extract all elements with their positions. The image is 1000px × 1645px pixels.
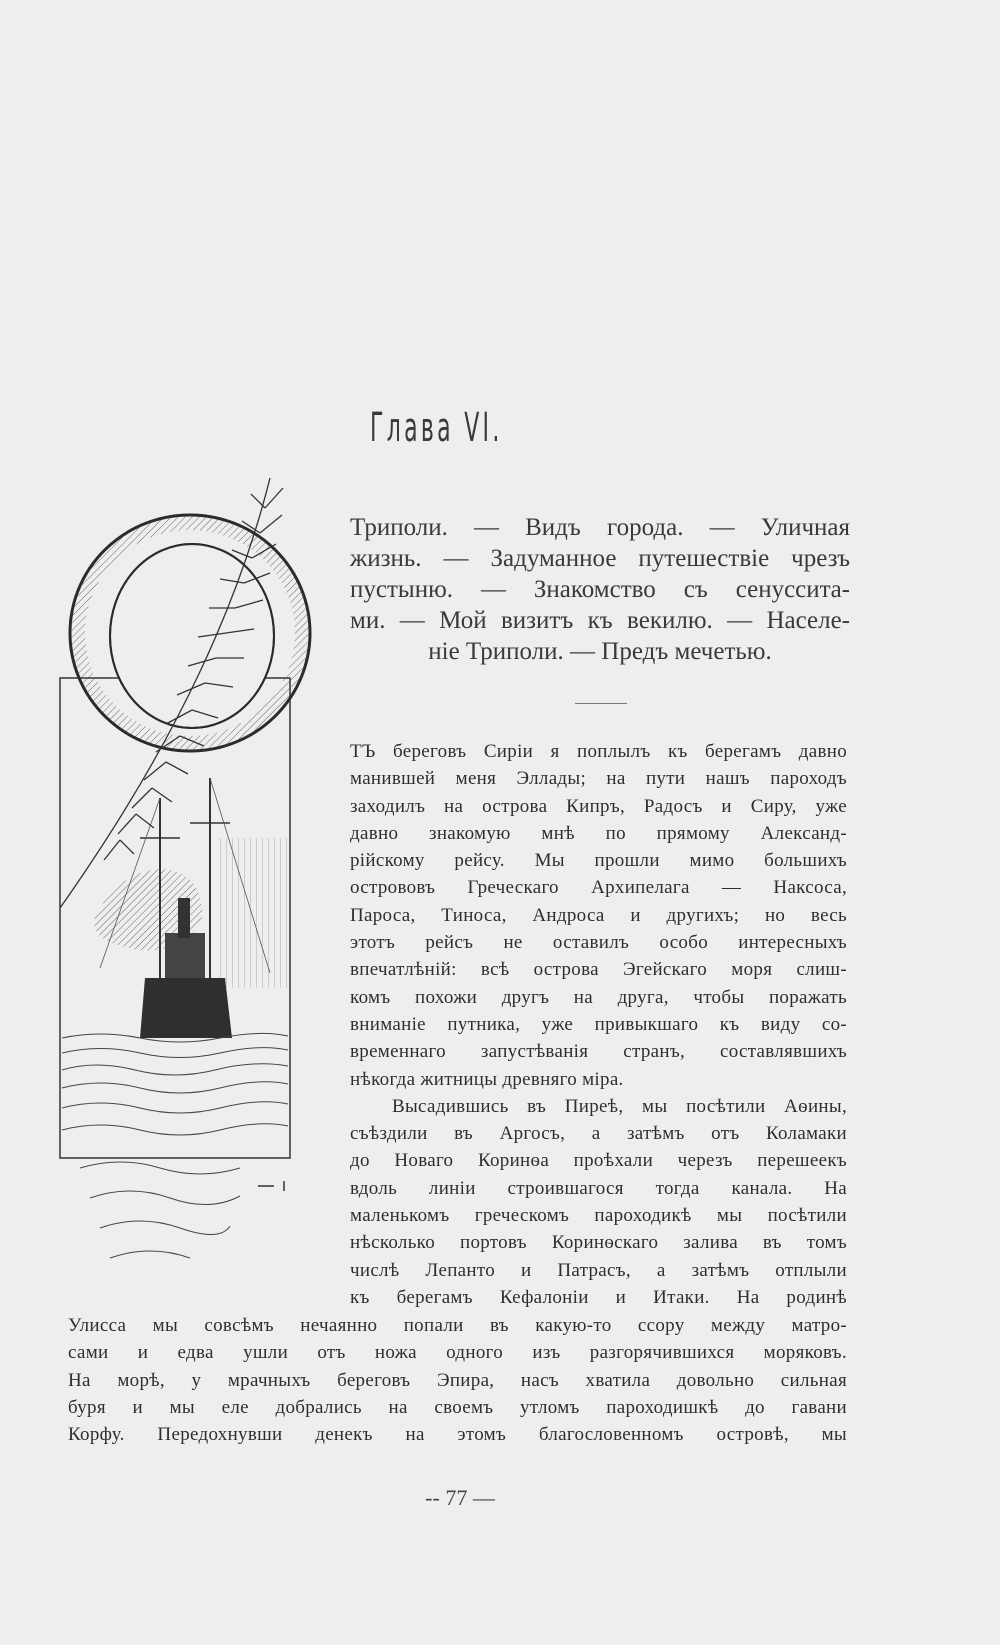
- text-line: Корфу. Передохнувши денекъ на этомъ благословенномъ островѣ, мы: [68, 1424, 847, 1446]
- summary-line: ми. — Мой визитъ къ векилю. — Населе-: [350, 607, 850, 634]
- text-line: Высадившись въ Пиреѣ, мы посѣтили Аѳины,: [392, 1095, 847, 1117]
- page-number: -- 77 —: [425, 1485, 495, 1510]
- text-line: къ берегамъ Кефалоніи и Итаки. На родинѣ: [350, 1286, 847, 1308]
- engraving-ship-and-branch: [40, 478, 340, 1323]
- text-line: ТЪ береговъ Сиріи я поплылъ къ берегамъ давно: [350, 741, 847, 762]
- summary-line: ніе Триполи. — Предъ мечетью.: [428, 638, 772, 665]
- text-line: впечатлѣній: всѣ острова Эгейскаго моря слиш-: [350, 959, 847, 981]
- text-line: На морѣ, у мрачныхъ береговъ Эпира, насъ хватила довольно сильная: [68, 1369, 847, 1391]
- text-line: временнаго запустѣванія странъ, составлявшихъ: [350, 1041, 847, 1063]
- summary-line: пустыню. — Знакомство съ сенусситa-: [350, 576, 850, 603]
- paragraph-1: [350, 738, 847, 1311]
- text-line: маленькомъ греческомъ пароходикѣ мы посѣтили: [350, 1205, 847, 1227]
- text-line: вдоль линіи строившагося тогда канала. На: [350, 1177, 847, 1199]
- text-line: числѣ Лепанто и Патрасъ, а затѣмъ отплыли: [350, 1259, 847, 1281]
- text-line: рійскому рейсу. Мы прошли мимо большихъ: [350, 850, 847, 872]
- text-line: манившей меня Эллады; на пути нашъ пароходъ: [350, 768, 847, 790]
- text-line: съѣздили въ Аргосъ, а затѣмъ отъ Коламаки: [350, 1123, 847, 1145]
- chapter-summary: [350, 512, 850, 667]
- text-line: Улисса мы совсѣмъ нечаянно попали въ какую-то ссору между матро-: [68, 1315, 847, 1336]
- text-line: вниманіе путника, уже привыкшаго къ виду со-: [350, 1013, 847, 1035]
- chapter-title: Глава VI.: [370, 405, 503, 451]
- paragraph-2-continued: [68, 1312, 847, 1448]
- text-line: комъ похожи другъ на друга, чтобы поражать: [350, 986, 847, 1008]
- text-line: острововъ Греческаго Архипелага — Наксоса,: [350, 877, 847, 899]
- drop-cap-illustration: [40, 478, 340, 1323]
- summary-line: жизнь. — Задуманное путешествіе чрезъ: [350, 545, 850, 572]
- text-line: сами и едва ушли отъ ножа одного изъ разгорячившихся моряковъ.: [68, 1342, 847, 1364]
- text-line: заходилъ на острова Кипръ, Радосъ и Сиру, уже: [350, 795, 847, 817]
- text-line: давно знакомую мнѣ по прямому Александ-: [350, 822, 847, 844]
- text-line: этотъ рейсъ не оставилъ особо интересныхъ: [350, 932, 847, 954]
- text-line: буря и мы еле добрались на своемъ утломъ пароходишкѣ до гавани: [68, 1396, 847, 1418]
- text-line: Пароса, Тиноса, Андроса и другихъ; но весь: [350, 904, 847, 926]
- summary-line: Триполи. — Видъ города. — Уличная: [350, 514, 850, 541]
- section-divider: [575, 703, 627, 704]
- text-line: нѣсколько портовъ Коринѳскаго залива въ томъ: [350, 1232, 847, 1254]
- text-line: до Новаго Коринѳа проѣхали черезъ перешеекъ: [350, 1150, 847, 1172]
- text-line: нѣкогда житницы древняго міра.: [350, 1068, 624, 1090]
